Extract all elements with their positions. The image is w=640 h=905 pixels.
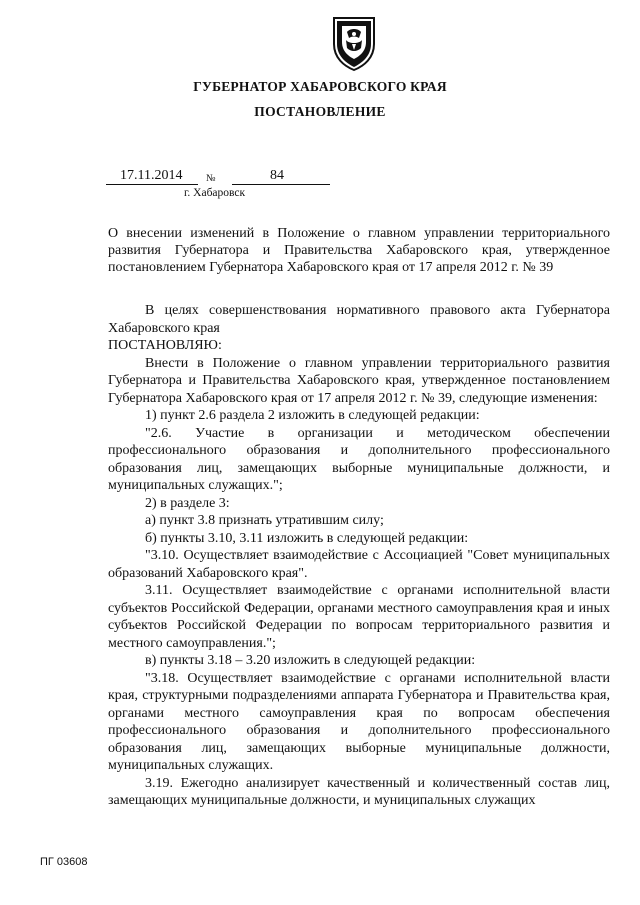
- paragraph: "3.10. Осуществляет взаимодействие с Ассоциацией "Совет муниципальных образований Хабаровского края".: [108, 548, 610, 581]
- date-underline: [106, 184, 198, 185]
- number-underline: [232, 184, 330, 185]
- preamble: В целях совершенствования нормативного правового акта Губернатора Хабаровского края: [108, 303, 610, 336]
- document-type: ПОСТАНОВЛЕНИЕ: [254, 104, 386, 119]
- paragraph: "3.18. Осуществляет взаимодействие с органами исполнительной власти края, структурными подразделениями аппарата Губернатора и Правительства края, органами местного самоуправления края по вопросам обеспечения профессионального образования и дополнительного профессионального образования лиц, замещающих выборные муниципальные должности, муниципальных служащих.: [108, 670, 610, 773]
- paragraph: а) пункт 3.8 признать утратившим силу;: [145, 513, 384, 528]
- document-number: 84: [270, 168, 284, 183]
- decree-word: ПОСТАНОВЛЯЮ:: [108, 338, 222, 353]
- document-code: ПГ 03608: [40, 856, 88, 868]
- paragraph: Внести в Положение о главном управлении территориального развития Губернатора и Правительства Хабаровского края, утвержденное постановлением Губернатора Хабаровского края от 17 апреля 2012 г. № 39, следующие изменения:: [108, 355, 610, 406]
- place-of-issue: г. Хабаровск: [184, 187, 246, 199]
- document-date: 17.11.2014: [120, 168, 183, 183]
- requisites-line: [106, 168, 330, 188]
- paragraph: 3.11. Осуществляет взаимодействие с органами исполнительной власти субъектов Российской Федерации, органами местного самоуправления края и иных субъектов Российской Федерации по вопросам территориального развития и местного самоуправления.";: [108, 583, 610, 651]
- paragraph: 1) пункт 2.6 раздела 2 изложить в следующей редакции:: [145, 408, 480, 423]
- paragraph: б) пункты 3.10, 3.11 изложить в следующей редакции:: [145, 530, 469, 546]
- paragraph: 3.19. Ежегодно анализирует качественный и количественный состав лиц, замещающих муниципальные должности, и муниципальных служащих: [108, 775, 610, 808]
- issuer-title: ГУБЕРНАТОР ХАБАРОВСКОГО КРАЯ: [193, 79, 447, 94]
- coat-of-arms-icon: [328, 14, 380, 72]
- paragraph: в) пункты 3.18 – 3.20 изложить в следующей редакции:: [145, 653, 476, 668]
- document-body: [108, 302, 610, 810]
- paragraph: 2) в разделе 3:: [145, 495, 230, 511]
- number-label: №: [206, 173, 216, 184]
- document-subject: О внесении изменений в Положение о главном управлении территориального развития Губернатора и Правительства Хабаровского края, утвержденное постановлением Губернатора Хабаровского края от 17 апреля 2012 г. № 39: [108, 226, 610, 275]
- paragraph: "2.6. Участие в организации и методическом обеспечении профессионального образования и дополнительного профессионального образования лиц, замещающих выборные муниципальные должности, и муниципальных служащих.";: [108, 425, 610, 493]
